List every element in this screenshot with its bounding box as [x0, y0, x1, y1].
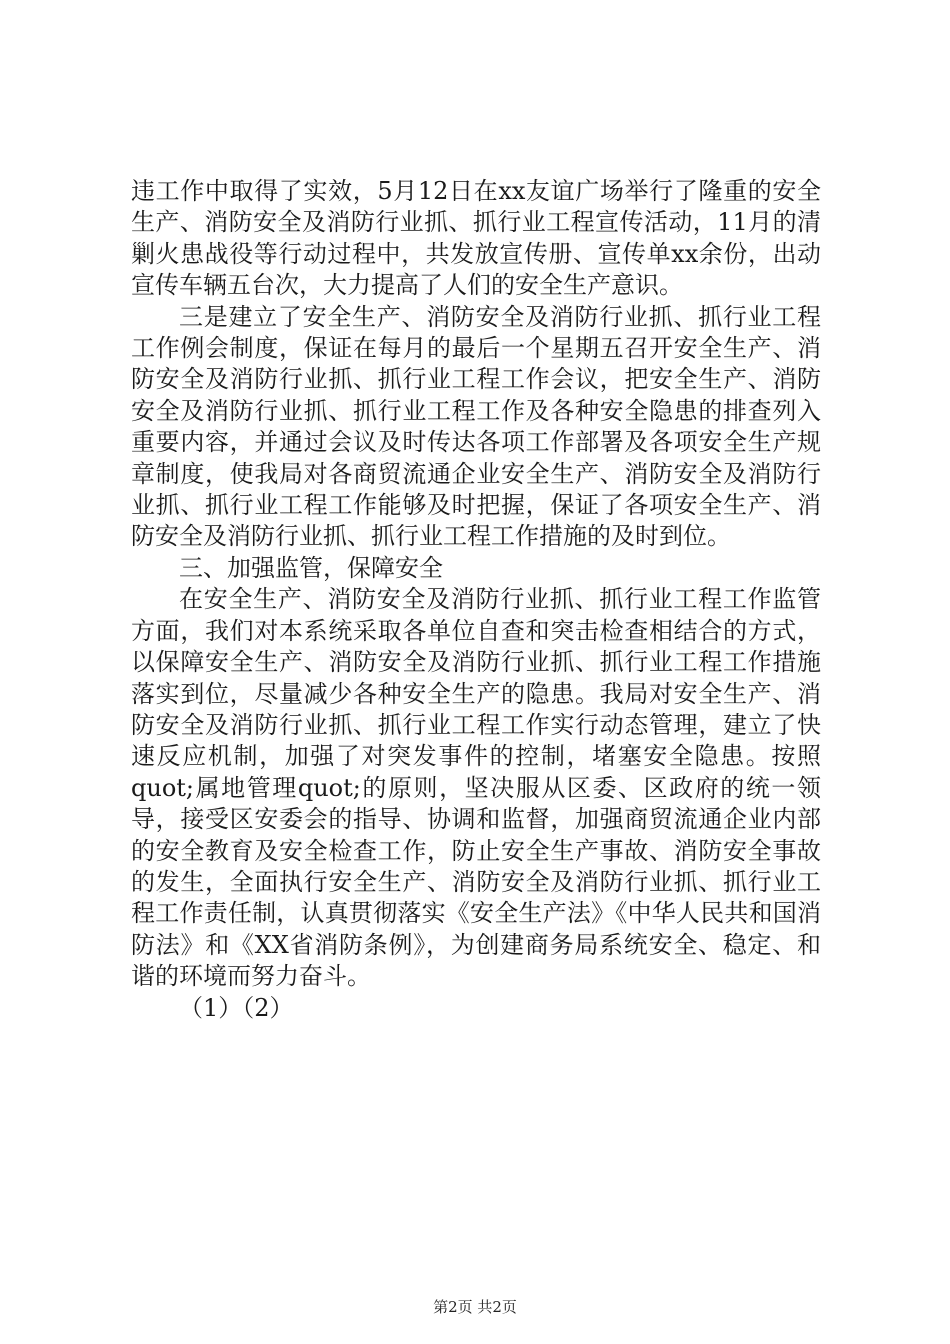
paragraph-3: 在安全生产、消防安全及消防行业抓、抓行业工程工作监管方面，我们对本系统采取各单位自查和突击检查相结合的方式，以保障安全生产、消防安全及消防行业抓、抓行业工程工作措施落实到位，尽量减少各种安全生产的隐患。我局对安全生产、消防安全及消防行业抓、抓行业工程工作实行动态管理，建立了快速反应机制，加强了对突发事件的控制，堵塞安全隐患。按照quot;属地管理quot;的原则，坚决服从区委、区政府的统一领导，接受区安委会的指导、协调和监督，加强商贸流通企业内部的安全教育及安全检查工作，防止安全生产事故、消防安全事故的发生，全面执行安全生产、消防安全及消防行业抓、抓行业工程工作责任制，认真贯彻落实《安全生产法》《中华人民共和国消防法》和《XX省消防条例》，为创建商务局系统安全、稳定、和谐的环境而努力奋斗。 [131, 585, 821, 991]
paragraph-2: 三是建立了安全生产、消防安全及消防行业抓、抓行业工程工作例会制度，保证在每月的最后一个星期五召开安全生产、消防安全及消防行业抓、抓行业工程工作会议，把安全生产、消防安全及消防行业抓、抓行业工程工作及各种安全隐患的排查列入重要内容，并通过会议及时传达各项工作部署及各项安全生产规章制度，使我局对各商贸流通企业安全生产、消防安全及消防行业抓、抓行业工程工作能够及时把握，保证了各项安全生产、消防安全及消防行业抓、抓行业工程工作措施的及时到位。 [131, 302, 821, 551]
paragraph-4: （1）（2） [179, 993, 294, 1022]
section-heading: 三、加强监管，保障安全 [179, 553, 443, 582]
paragraph-1: 违工作中取得了实效，5月12日在xx友谊广场举行了隆重的安全生产、消防安全及消防行业抓、抓行业工程宣传活动，11月的清剿火患战役等行动过程中，共发放宣传册、宣传单xx余份，出动宣传车辆五台次，大力提高了人们的安全生产意识。 [131, 177, 821, 300]
document-body [131, 176, 821, 1024]
page-footer: 第2页 共2页 [433, 1298, 517, 1316]
